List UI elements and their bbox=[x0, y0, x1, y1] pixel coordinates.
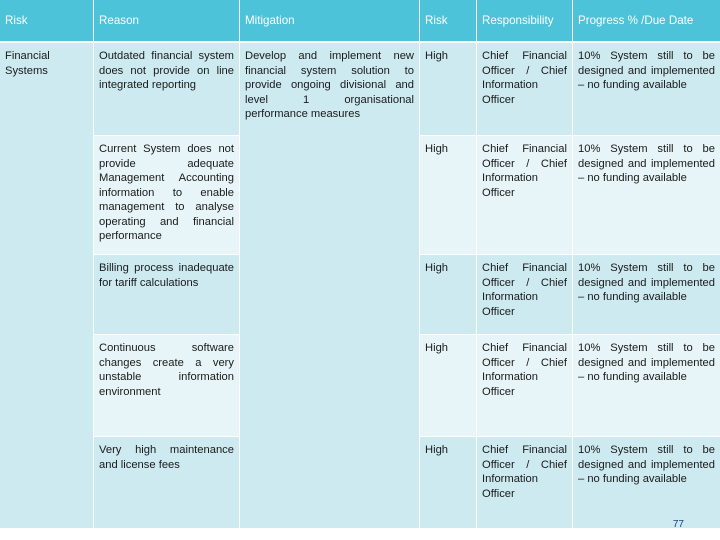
header-row bbox=[0, 0, 720, 43]
risk-category-cell: Financial Systems bbox=[0, 43, 94, 530]
table-body bbox=[0, 43, 720, 530]
responsibility-cell: Chief Financial Officer / Chief Information Officer bbox=[477, 255, 573, 335]
risk-level-cell: High bbox=[420, 437, 477, 530]
reason-cell: Continuous software changes create a very unstable information environment bbox=[94, 335, 240, 437]
progress-cell: 10% System still to be designed and implemented – no funding available bbox=[573, 335, 720, 437]
responsibility-cell: Chief Financial Officer / Chief Information Officer bbox=[477, 43, 573, 136]
reason-cell: Billing process inadequate for tariff calculations bbox=[94, 255, 240, 335]
header-progress: Progress % /Due Date bbox=[573, 0, 720, 43]
risk-level-cell: High bbox=[420, 43, 477, 136]
risk-level-cell: High bbox=[420, 255, 477, 335]
responsibility-cell: Chief Financial Officer / Chief Information Officer bbox=[477, 136, 573, 255]
table-header bbox=[0, 0, 720, 43]
progress-cell: 10% System still to be designed and implemented – no funding available bbox=[573, 43, 720, 136]
reason-cell: Current System does not provide adequate Management Accounting information to enable management to analyse operating and financial performance bbox=[94, 136, 240, 255]
risk-level-cell: High bbox=[420, 335, 477, 437]
progress-cell: 10% System still to be designed and implemented – no funding available bbox=[573, 136, 720, 255]
header-responsibility: Responsibility bbox=[477, 0, 573, 43]
risk-level-cell: High bbox=[420, 136, 477, 255]
header-reason: Reason bbox=[94, 0, 240, 43]
bottom-margin bbox=[0, 528, 720, 540]
reason-cell: Very high maintenance and license fees bbox=[94, 437, 240, 530]
table-row bbox=[0, 43, 720, 136]
page-number: 77 bbox=[672, 519, 684, 530]
header-risk-level: Risk bbox=[420, 0, 477, 43]
mitigation-cell: Develop and implement new financial system solution to provide ongoing divisional and level 1 organisational performance measures bbox=[240, 43, 420, 530]
responsibility-cell: Chief Financial Officer / Chief Information Officer bbox=[477, 437, 573, 530]
header-risk: Risk bbox=[0, 0, 94, 43]
reason-cell: Outdated financial system does not provide on line integrated reporting bbox=[94, 43, 240, 136]
header-mitigation: Mitigation bbox=[240, 0, 420, 43]
responsibility-cell: Chief Financial Officer / Chief Information Officer bbox=[477, 335, 573, 437]
progress-cell: 10% System still to be designed and implemented – no funding available bbox=[573, 437, 720, 530]
progress-cell: 10% System still to be designed and implemented – no funding available bbox=[573, 255, 720, 335]
